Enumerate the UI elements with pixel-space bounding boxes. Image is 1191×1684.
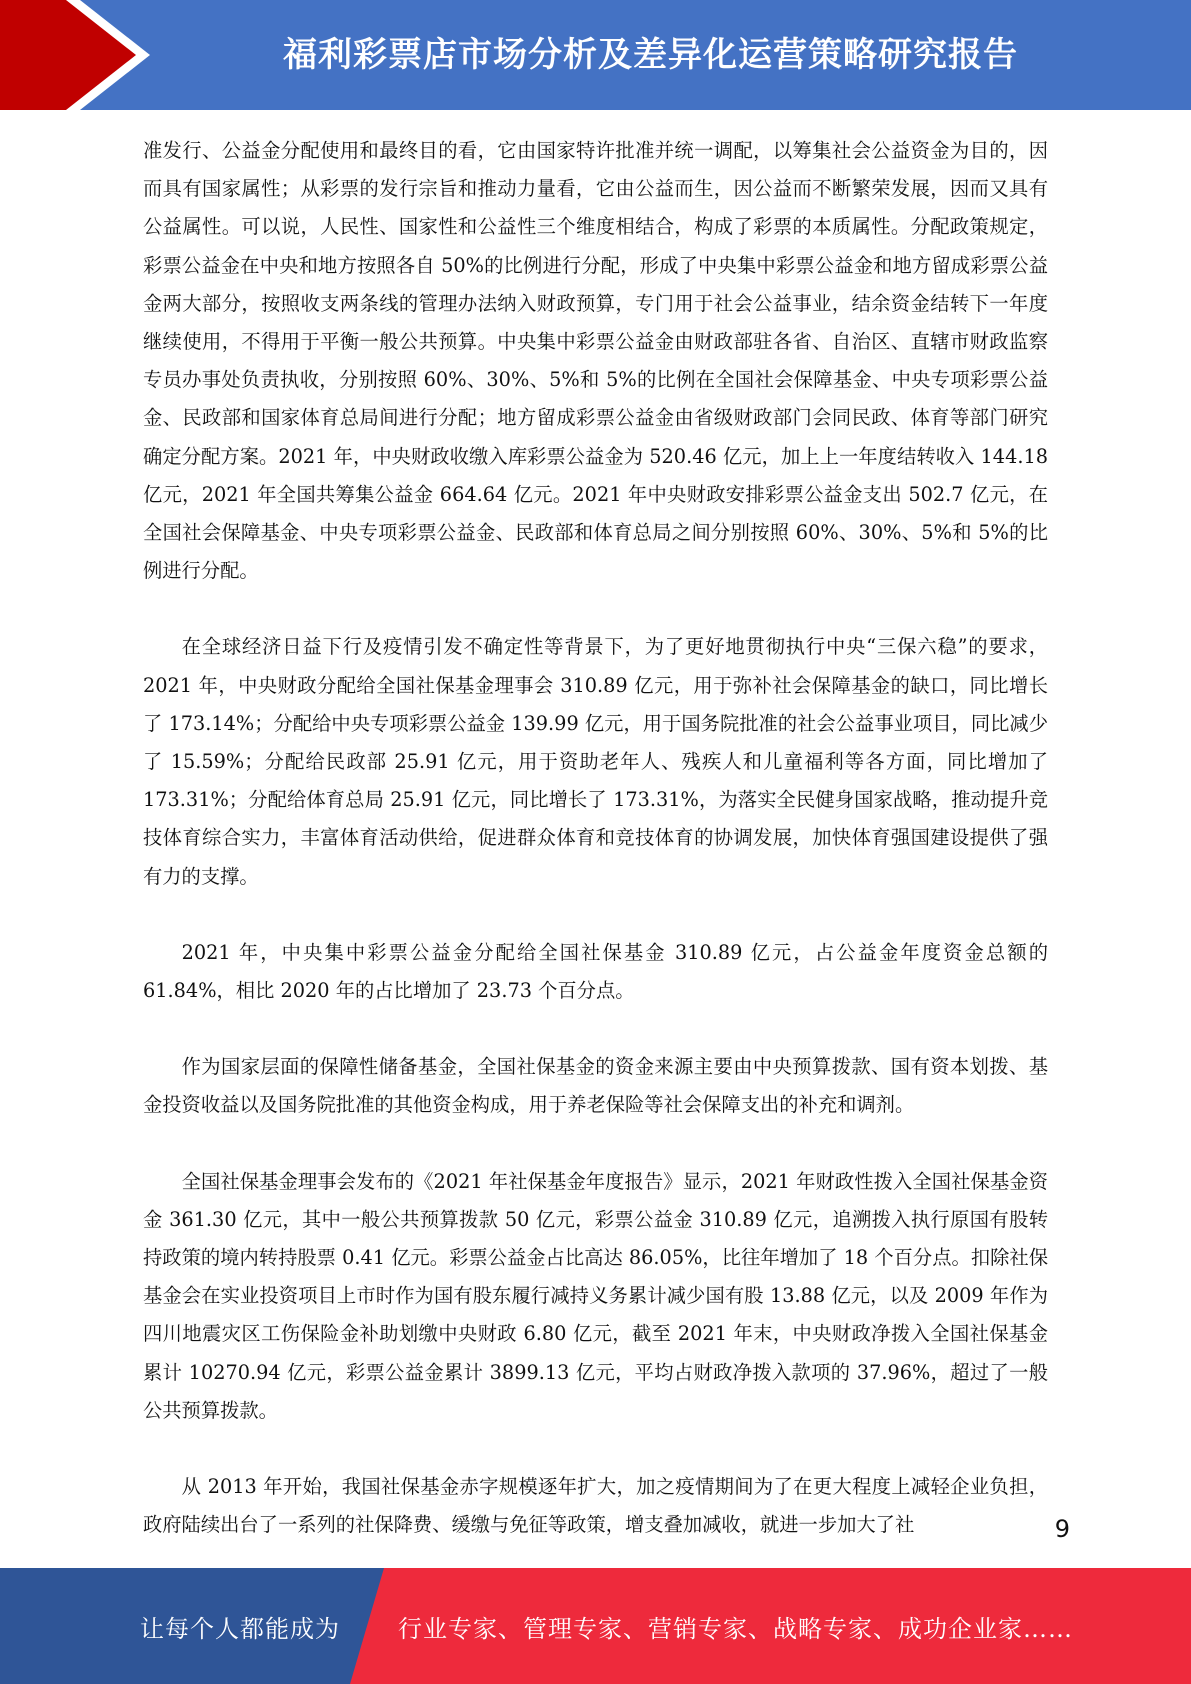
document-body: [143, 132, 1048, 1545]
paragraph-2: 在全球经济日益下行及疫情引发不确定性等背景下，为了更好地贯彻执行中央“三保六稳”的要求，2021 年，中央财政分配给全国社保基金理事会 310.89 亿元，用于弥补社会保障基金的缺口，同比增长了 173.14%；分配给中央专项彩票公益金 139.99 亿元，用于国务院批准的社会公益事业项目，同比减少了 15.59%；分配给民政部 25.91 亿元，用于资助老年人、残疾人和儿童福利等各方面，同比增加了 173.31%；分配给体育总局 25.91 亿元，同比增长了 173.31%，为落实全民健身国家战略，推动提升竞技体育综合实力，丰富体育活动供给，促进群众体育和竞技体育的协调发展，加快体育强国建设提供了强有力的支撑。: [143, 635, 1048, 888]
page-header: [0, 0, 1191, 110]
paragraph-4: 作为国家层面的保障性储备基金，全国社保基金的资金来源主要由中央预算拨款、国有资本划拨、基金投资收益以及国务院批准的其他资金构成，用于养老保险等社会保障支出的补充和调剂。: [143, 1055, 1048, 1117]
paragraph-6: 从 2013 年开始，我国社保基金赤字规模逐年扩大，加之疫情期间为了在更大程度上减轻企业负担，政府陆续出台了一系列的社保降费、缓缴与免征等政策，增支叠加减收，就进一步加大了社: [143, 1475, 1048, 1537]
paragraph-5: 全国社保基金理事会发布的《2021 年社保基金年度报告》显示，2021 年财政性拨入全国社保基金资金 361.30 亿元，其中一般公共预算拨款 50 亿元，彩票公益金 310.89 亿元，追溯拨入执行原国有股转持政策的境内转持股票 0.41 亿元。彩票公益金占比高达 86.05%，比往年增加了 18 个百分点。扣除社保基金会在实业投资项目上市时作为国有股东履行减持义务累计减少国有股 13.88 亿元，以及 2009 年作为四川地震灾区工伤保险金补助划缴中央财政 6.80 亿元，截至 2021 年末，中央财政净拨入全国社保基金累计 10270.94 亿元，彩票公益金累计 3899.13 亿元，平均占财政净拨入款项的 37.96%，超过了一般公共预算拨款。: [143, 1169, 1048, 1422]
footer-slogan-right: 行业专家、管理专家、营销专家、战略专家、成功企业家……: [398, 1615, 1073, 1643]
page-number: 9: [1054, 1515, 1070, 1543]
footer-slogan-left: 让每个人都能成为: [140, 1615, 340, 1643]
paragraph-1: 准发行、公益金分配使用和最终目的看，它由国家特许批准并统一调配，以筹集社会公益资金为目的，因而具有国家属性；从彩票的发行宗旨和推动力量看，它由公益而生，因公益而不断繁荣发展，因而又具有公益属性。可以说，人民性、国家性和公益性三个维度相结合，构成了彩票的本质属性。分配政策规定，彩票公益金在中央和地方按照各自 50%的比例进行分配，形成了中央集中彩票公益金和地方留成彩票公益金两大部分，按照收支两条线的管理办法纳入财政预算，专门用于社会公益事业，结余资金结转下一年度继续使用，不得用于平衡一般公共预算。中央集中彩票公益金由财政部驻各省、自治区、直辖市财政监察专员办事处负责执收，分别按照 60%、30%、5%和 5%的比例在全国社会保障基金、中央专项彩票公益金、民政部和国家体育总局间进行分配；地方留成彩票公益金由省级财政部门会同民政、体育等部门研究确定分配方案。2021 年，中央财政收缴入库彩票公益金为 520.46 亿元，加上上一年度结转收入 144.18 亿元，2021 年全国共筹集公益金 664.64 亿元。2021 年中央财政安排彩票公益金支出 502.7 亿元，在全国社会保障基金、中央专项彩票公益金、民政部和体育总局之间分别按照 60%、30%、5%和 5%的比例进行分配。: [143, 139, 1048, 583]
chevron-arrow-icon: [0, 0, 160, 110]
report-title: 福利彩票店市场分析及差异化运营策略研究报告: [283, 35, 1018, 75]
page-footer: [0, 1568, 1191, 1684]
paragraph-3: 2021 年，中央集中彩票公益金分配给全国社保基金 310.89 亿元，占公益金年度资金总额的 61.84%，相比 2020 年的占比增加了 23.73 个百分点。: [143, 940, 1048, 1003]
